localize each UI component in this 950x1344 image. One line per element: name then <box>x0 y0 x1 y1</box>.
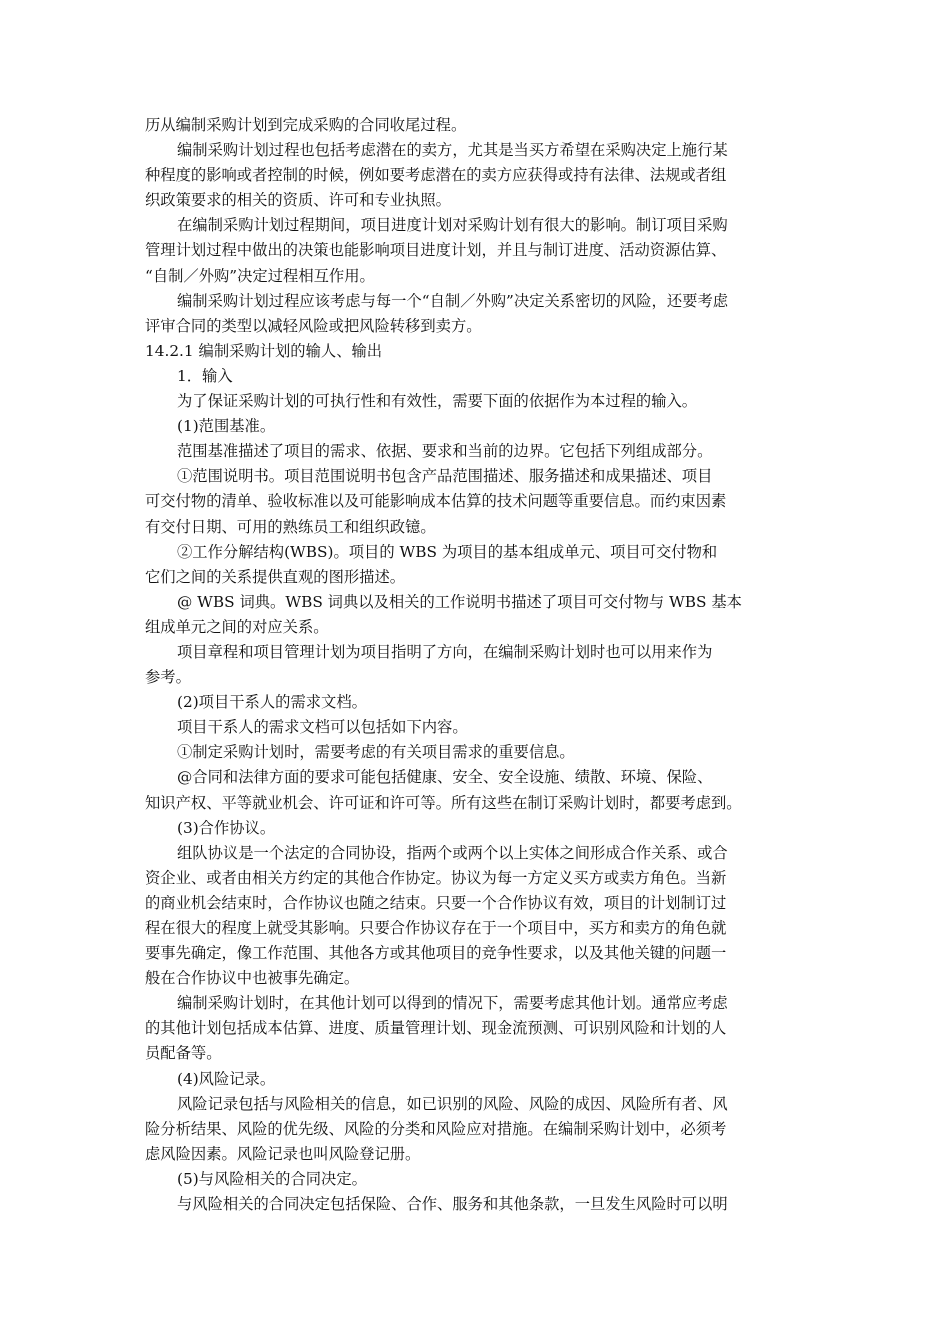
text-line: 参考。 <box>145 668 191 687</box>
text-line: “自制／外购”决定过程相互作用。 <box>145 266 375 285</box>
text-line: 组成单元之间的对应关系。 <box>145 617 329 636</box>
text-line: 管理计划过程中做出的决策也能影响项目进度计划，并且与制订进度、活动资源估算、 <box>145 241 727 260</box>
text-line: 织政策要求的相关的资质、许可和专业执照。 <box>145 191 451 210</box>
text-line: 的商业机会结束时，合作协议也随之结束。只要一个合作协议有效，项目的计划制订过 <box>145 893 727 912</box>
text-line: 可交付物的清单、验收标准以及可能影响成本估算的技术问题等重要信息。而约束因素 <box>145 492 727 511</box>
text-line: 为了保证采购计划的可执行性和有效性，需要下面的依据作为本过程的输入。 <box>177 392 698 411</box>
text-line: ①范围说明书。项目范围说明书包含产品范围描述、服务描述和成果描述、项目 <box>177 467 713 486</box>
text-line: 历从编制采购计划到完成采购的合同收尾过程。 <box>145 116 467 134</box>
text-line: 险分析结果、风险的优先级、风险的分类和风险应对措施。在编制采购计划中，必须考 <box>145 1119 727 1138</box>
text-line: 虑风险因素。风险记录也叫风险登记册。 <box>145 1144 421 1163</box>
text-line: (5)与风险相关的合同决定。 <box>177 1169 367 1188</box>
document-page <box>145 113 795 1217</box>
text-line: 评审合同的类型以减轻风险或把风险转移到卖方。 <box>145 316 482 335</box>
text-line: 编制采购计划过程应该考虑与每一个“自制／外购”决定关系密切的风险，还要考虑 <box>177 291 729 310</box>
text-line: @合同和法律方面的要求可能包括健康、安全、安全设施、绩散、环境、保险、 <box>177 768 713 787</box>
text-line: 种程度的影响或者控制的时候，例如要考虑潜在的卖方应获得或持有法律、法规或者组 <box>145 166 727 185</box>
text-line: 有交付日期、可用的熟练员工和组织政镱。 <box>145 517 436 536</box>
text-line: 知识产权、平等就业机会、许可证和许可等。所有这些在制订采购计划时，都要考虑到。 <box>145 793 742 812</box>
text-line: 1．输入 <box>177 366 233 385</box>
text-line: 般在合作协议中也被事先确定。 <box>145 969 360 988</box>
text-line: 它们之间的关系提供直观的图形描述。 <box>145 567 406 586</box>
text-line: (1)范围基准。 <box>177 417 276 436</box>
text-line: ①制定采购计划时，需要考虑的有关项目需求的重要信息。 <box>177 743 575 762</box>
text-line: 风险记录包括与风险相关的信息，如已识别的风险、风险的成因、风险所有者、风 <box>177 1094 728 1113</box>
text-line: 员配备等。 <box>145 1044 222 1063</box>
text-line: 编制采购计划过程也包括考虑潜在的卖方，尤其是当买方希望在采购决定上施行某 <box>177 141 728 160</box>
text-line: 14.2.1 编制采购计划的输人、输出 <box>145 341 383 360</box>
text-line: 项目干系人的需求文档可以包括如下内容。 <box>177 718 468 737</box>
text-line: 项目章程和项目管理计划为项目指明了方向，在编制采购计划时也可以用来作为 <box>177 642 713 661</box>
text-line: 组队协议是一个法定的合同协设，指两个或两个以上实体之间形成合作关系、或合 <box>177 843 728 862</box>
text-line: 程在很大的程度上就受其影响。只要合作协议存在于一个项目中，买方和卖方的角色就 <box>145 919 727 937</box>
text-line: 在编制采购计划过程期间，项目进度计划对采购计划有很大的影响。制订项目采购 <box>177 216 728 235</box>
text-line: 范围基准描述了项目的需求、依据、要求和当前的边界。它包括下列组成部分。 <box>177 442 713 461</box>
text-line: (4)风险记录。 <box>177 1069 276 1088</box>
text-line: 的其他计划包括成本估算、进度、质量管理计划、现金流预测、可识别风险和计划的人 <box>145 1019 727 1038</box>
text-line: (3)合作协议。 <box>177 818 276 837</box>
text-line: 与风险相关的合同决定包括保险、合作、服务和其他条款，一旦发生风险时可以明 <box>177 1195 728 1214</box>
text-line: ②工作分解结构(WBS)。项目的 WBS 为项目的基本组成单元、项目可交付物和 <box>177 542 718 561</box>
text-line: @ WBS 词典。WBS 词典以及相关的工作说明书描述了项目可交付物与 WBS 基本 <box>177 592 742 611</box>
text-line: 资企业、或者由相关方约定的其他合作协定。协议为每一方定义买方或卖方角色。当新 <box>145 868 727 887</box>
text-line: 要事先确定，像工作范围、其他各方或其他项目的竞争性要求，以及其他关键的问题一 <box>145 944 727 963</box>
text-line: 编制采购计划时，在其他计划可以得到的情况下，需要考虑其他计划。通常应考虑 <box>177 994 728 1013</box>
text-line: (2)项目干系人的需求文档。 <box>177 693 367 712</box>
